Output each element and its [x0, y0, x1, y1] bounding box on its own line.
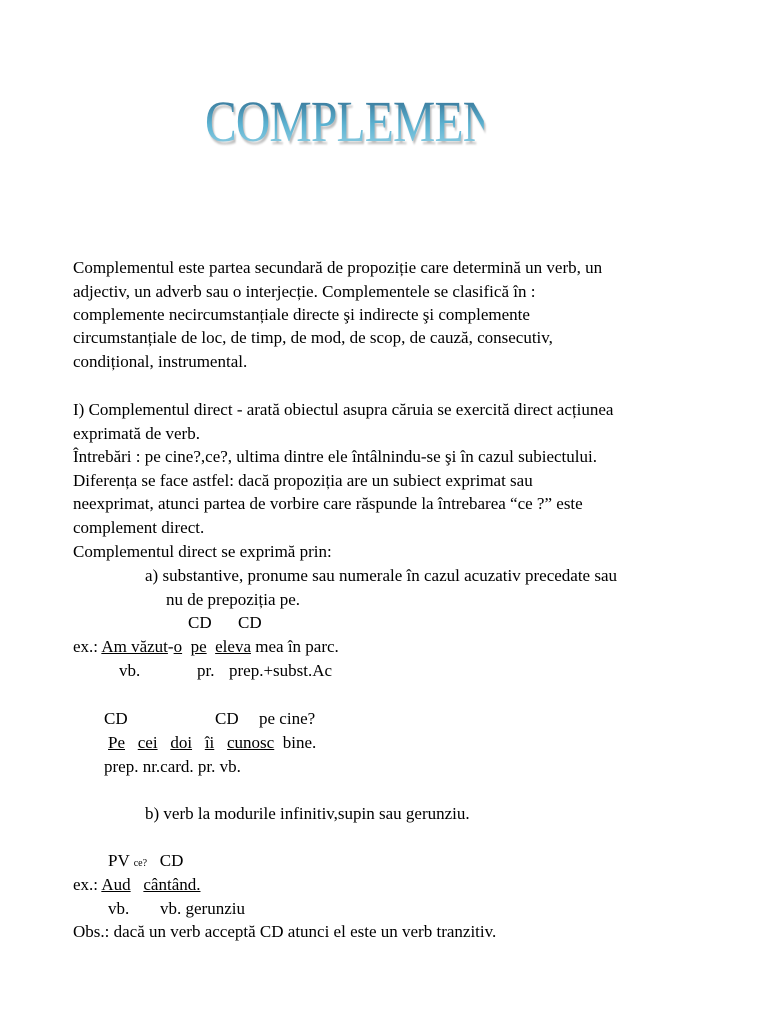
- ex3-question: ce?: [133, 858, 148, 869]
- section1-line-6: complement direct.: [73, 518, 205, 537]
- ex1-tag-prep-subst: prep.+subst.Ac: [229, 661, 333, 680]
- section1-line-1: I) Complementul direct - arată obiectul asupra căruia se exercită direct acțiunea: [73, 400, 614, 419]
- ex2-word-doi: doi: [170, 733, 193, 752]
- ex2-question: pe cine?: [259, 709, 316, 728]
- observation: Obs.: dacă un verb acceptă CD atunci el este un verb tranzitiv.: [73, 922, 497, 941]
- section1-line-2: exprimată de verb.: [73, 424, 200, 443]
- ex3-cd: CD: [159, 851, 184, 870]
- ex1-tag-vb: vb.: [119, 661, 141, 680]
- ex3-tag-vb: vb.: [108, 899, 130, 918]
- ex1-word-am-vazut: Am văzut: [101, 637, 168, 656]
- ex1-dash: -: [167, 637, 174, 656]
- ex1-word-eleva: eleva: [215, 637, 251, 656]
- ex2-word-pe: Pe: [108, 733, 125, 752]
- ex1-label-cd-2: CD: [238, 613, 262, 632]
- ex1-word-o: o: [173, 637, 183, 656]
- intro-line-2: adjectiv, un adverb sau o interjecție. Complementele se clasifică în :: [73, 282, 536, 301]
- ex2-word-ii: îi: [204, 733, 215, 752]
- ex3-sentence: [73, 875, 200, 895]
- document-title: COMPLEMENTUL: [205, 89, 587, 154]
- ex2-rest: bine.: [282, 733, 317, 752]
- intro-line-1: Complementul este partea secundară de propoziție care determină un verb, un: [73, 258, 603, 277]
- ex1-sentence: [73, 637, 339, 657]
- ex1-prefix: ex.:: [73, 637, 99, 656]
- section1-line-3: Întrebări : pe cine?,ce?, ultima dintre ele întâlnindu-se şi în cazul subiectului.: [73, 447, 597, 466]
- ex3-word-cantand: cântând.: [143, 875, 201, 894]
- ex2-label-cd-2: CD: [215, 709, 239, 728]
- ex3-tag-gerunziu: vb. gerunziu: [160, 899, 245, 918]
- ex3-labels: [108, 851, 183, 874]
- section1-line-7: Complementul direct se exprimă prin:: [73, 542, 332, 561]
- intro-line-3: complemente necircumstanțiale directe şi indirecte şi complemente: [73, 305, 530, 324]
- intro-line-5: condițional, instrumental.: [73, 352, 248, 371]
- ex1-rest: mea în parc.: [255, 637, 339, 656]
- ex2-word-cei: cei: [137, 733, 158, 752]
- ex2-tags: prep. nr.card. pr. vb.: [104, 757, 241, 776]
- ex3-prefix: ex.:: [73, 875, 99, 894]
- ex1-label-cd-1: CD: [188, 613, 212, 632]
- point-a-line-1: a) substantive, pronume sau numerale în cazul acuzativ precedate sau: [145, 566, 618, 585]
- ex3-word-aud: Aud: [101, 875, 131, 894]
- section1-line-4: Diferența se face astfel: dacă propoziția are un subiect exprimat sau: [73, 471, 533, 490]
- ex2-sentence: [108, 733, 316, 753]
- ex3-pv: PV: [108, 851, 130, 870]
- ex1-word-pe: pe: [190, 637, 207, 656]
- intro-line-4: circumstanțiale de loc, de timp, de mod, de scop, de cauză, consecutiv,: [73, 328, 553, 347]
- ex2-label-cd-1: CD: [104, 709, 128, 728]
- point-a-line-2: nu de prepoziția pe.: [166, 590, 301, 609]
- section1-line-5: neexprimat, atunci partea de vorbire care răspunde la întrebarea “ce ?” este: [73, 494, 583, 513]
- point-b: b) verb la modurile infinitiv,supin sau gerunziu.: [145, 804, 470, 823]
- ex1-tag-pr: pr.: [197, 661, 215, 680]
- ex2-word-cunosc: cunosc: [227, 733, 275, 752]
